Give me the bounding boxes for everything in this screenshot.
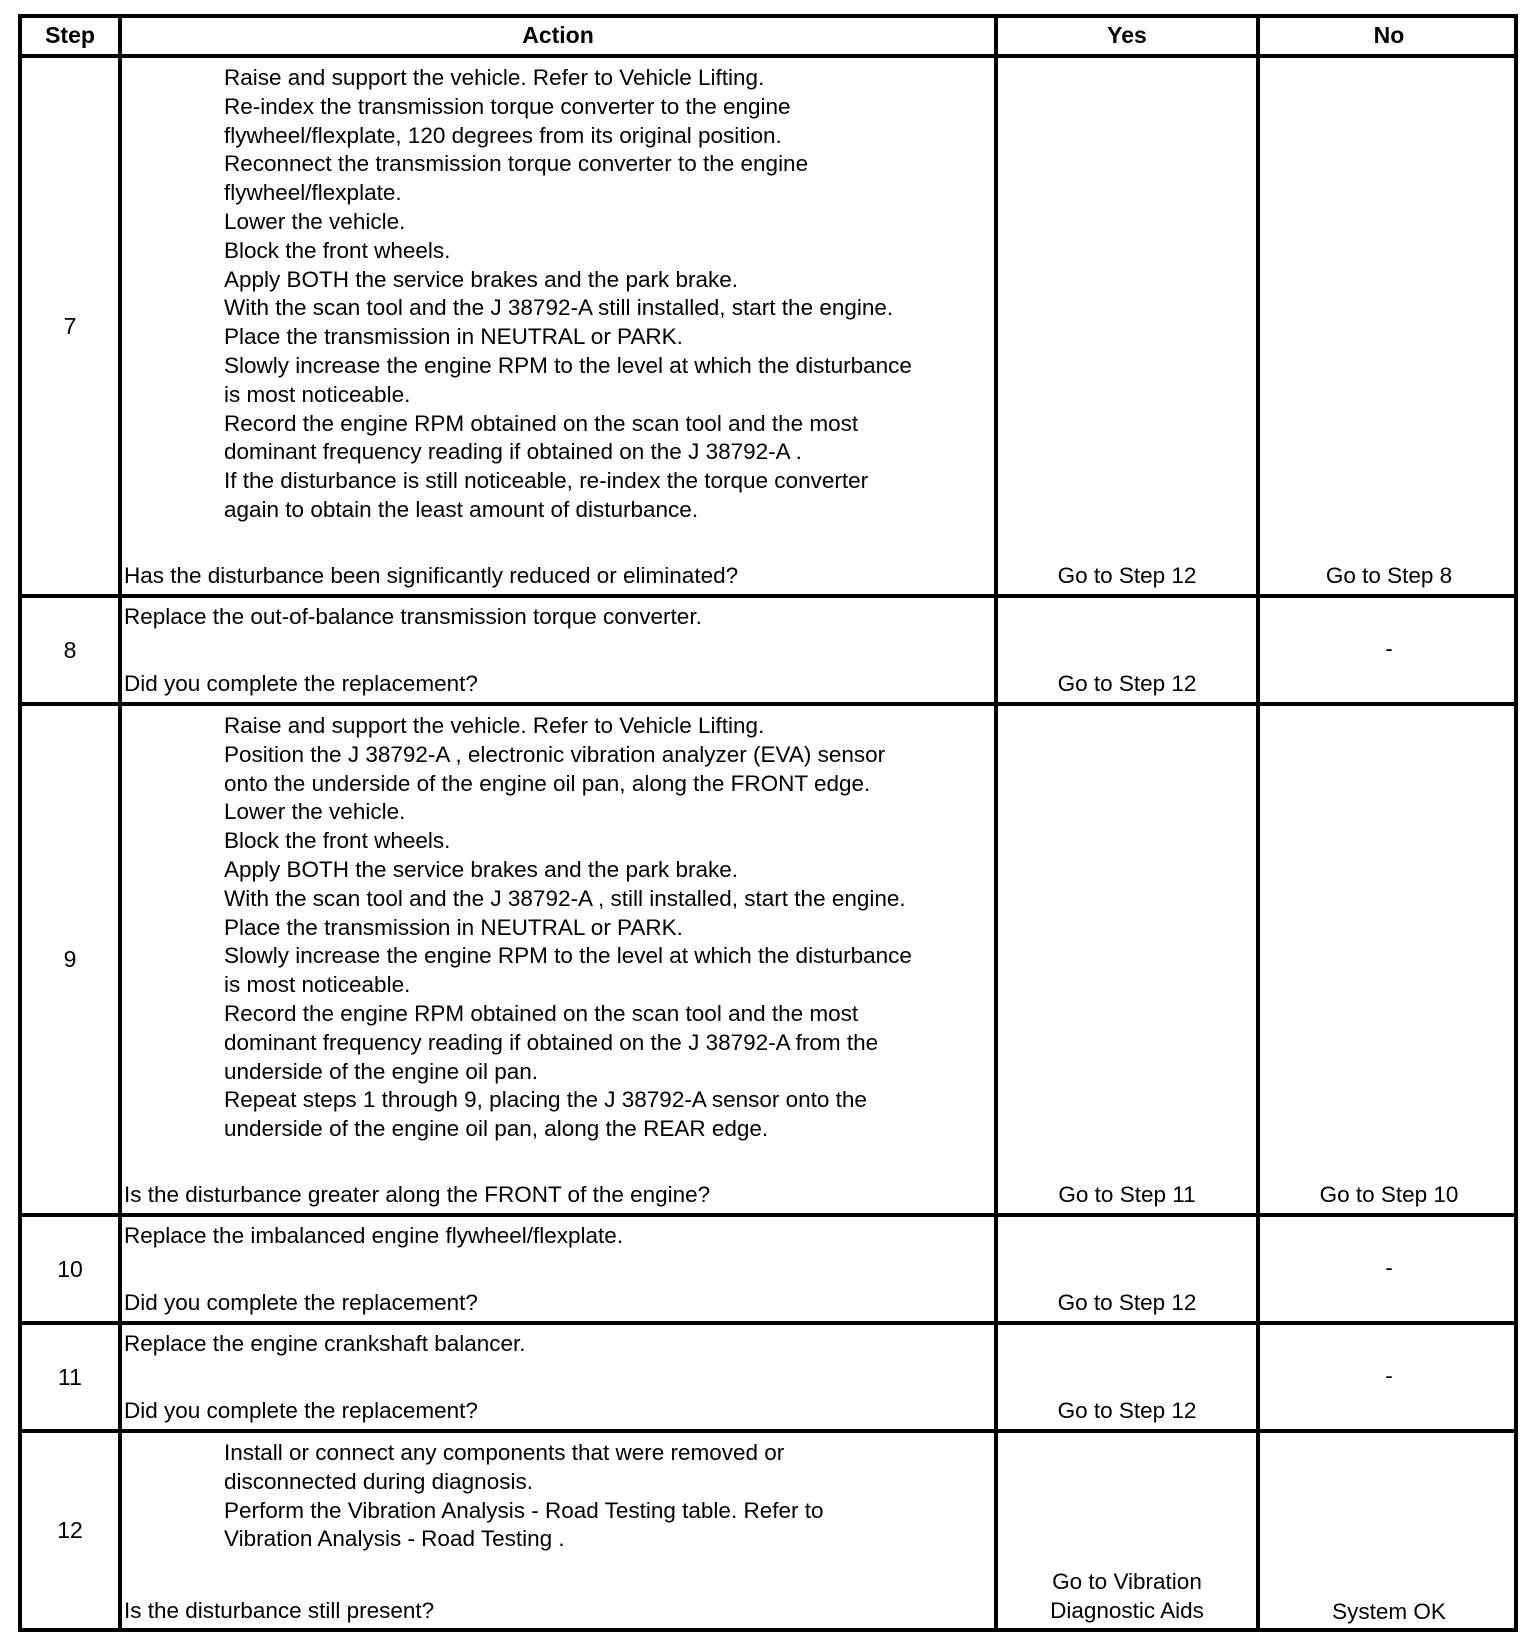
no-result: Go to Step 8 [1325, 563, 1453, 588]
action-line: dominant frequency reading if obtained on the J 38792-A . [224, 439, 802, 465]
question: Is the disturbance still present? [124, 1598, 435, 1623]
action-line: With the scan tool and the J 38792-A still installed, start the engine. [224, 295, 894, 321]
action-line: Raise and support the vehicle. Refer to Vehicle Lifting. [224, 713, 765, 738]
step-number: 11 [58, 1363, 82, 1390]
action-line: Place the transmission in NEUTRAL or PARK. [224, 914, 683, 940]
yes-result: Go to Step 12 [1057, 563, 1197, 588]
header-step: Step [45, 21, 95, 48]
step-number: 8 [63, 636, 77, 663]
header-yes: Yes [1107, 21, 1147, 48]
header-action: Action [522, 21, 594, 48]
action-line: Apply BOTH the service brakes and the park brake. [224, 856, 738, 882]
action-list [224, 712, 994, 1144]
step-number: 10 [57, 1255, 83, 1282]
row-divider [18, 702, 1518, 706]
table-border-right [1514, 14, 1518, 1632]
column-divider [118, 14, 122, 1632]
action-line: flywheel/flexplate, 120 degrees from its original position. [224, 122, 782, 148]
row-divider [18, 1321, 1518, 1325]
yes-result: Go to Step 12 [1057, 671, 1197, 696]
action-line: is most noticeable. [224, 972, 411, 998]
action-line: Position the J 38792-A , electronic vibration analyzer (EVA) sensor [224, 741, 886, 767]
action-line: again to obtain the least amount of disturbance. [224, 496, 699, 522]
action-line: Vibration Analysis - Road Testing . [224, 1526, 565, 1552]
yes-result: Go to Step 12 [1057, 1398, 1197, 1423]
no-result: System OK [1332, 1599, 1446, 1624]
column-divider [994, 14, 998, 1632]
action-line: Replace the engine crankshaft balancer. [124, 1331, 526, 1356]
table-border-bottom [18, 1628, 1518, 1632]
action-line: underside of the engine oil pan, along the REAR edge. [224, 1116, 769, 1142]
action-line: Replace the imbalanced engine flywheel/flexplate. [124, 1223, 624, 1248]
question: Did you complete the replacement? [124, 1290, 478, 1315]
no-result: - [1385, 636, 1393, 661]
action-line: With the scan tool and the J 38792-A , still installed, start the engine. [224, 885, 906, 911]
action-line: Record the engine RPM obtained on the scan tool and the most [224, 1000, 859, 1026]
row-divider [18, 1429, 1518, 1433]
action-line: Place the transmission in NEUTRAL or PARK. [224, 324, 683, 350]
action-line: Lower the vehicle. [224, 208, 406, 234]
action-line: Perform the Vibration Analysis - Road Testing table. Refer to [224, 1497, 824, 1523]
yes-result: Go to Step 11 [1058, 1182, 1196, 1207]
column-divider [1256, 14, 1260, 1632]
action-line: disconnected during diagnosis. [224, 1468, 533, 1494]
no-result: - [1385, 1363, 1393, 1388]
no-result: - [1385, 1255, 1393, 1280]
question: Is the disturbance greater along the FRONT of the engine? [124, 1182, 711, 1207]
action-line: flywheel/flexplate. [224, 180, 402, 206]
action-line: Lower the vehicle. [224, 799, 406, 825]
question: Has the disturbance been significantly reduced or eliminated? [124, 563, 739, 588]
no-result: Go to Step 10 [1319, 1182, 1459, 1207]
yes-result-line: Go to Vibration [1052, 1569, 1202, 1594]
action-line: Replace the out-of-balance transmission torque converter. [124, 604, 702, 629]
step-number: 9 [63, 946, 77, 972]
action-line: onto the underside of the engine oil pan, along the FRONT edge. [224, 770, 871, 796]
action-line: Block the front wheels. [224, 828, 451, 854]
action-line: is most noticeable. [224, 381, 411, 407]
action-line: Slowly increase the engine RPM to the level at which the disturbance [224, 943, 912, 969]
action-line: Re-index the transmission torque converter to the engine [224, 93, 791, 119]
action-line: underside of the engine oil pan. [224, 1058, 538, 1084]
action-line: Record the engine RPM obtained on the scan tool and the most [224, 410, 859, 436]
action-line: Repeat steps 1 through 9, placing the J 38792-A sensor onto the [224, 1087, 867, 1113]
yes-result-line: Diagnostic Aids [1050, 1598, 1204, 1623]
action-list [224, 1439, 994, 1554]
header-no: No [1373, 21, 1405, 48]
action-list [224, 64, 994, 525]
row-divider [18, 1213, 1518, 1217]
row-divider [18, 594, 1518, 598]
action-line: Slowly increase the engine RPM to the level at which the disturbance [224, 352, 912, 378]
yes-result: Go to Step 12 [1057, 1290, 1197, 1315]
step-number: 7 [63, 312, 77, 339]
action-line: Raise and support the vehicle. Refer to Vehicle Lifting. [224, 65, 765, 90]
question: Did you complete the replacement? [124, 1398, 478, 1423]
action-line: Block the front wheels. [224, 237, 451, 263]
action-line: Install or connect any components that were removed or [224, 1440, 785, 1465]
step-number: 12 [57, 1517, 83, 1543]
action-line: If the disturbance is still noticeable, re-index the torque converter [224, 468, 869, 494]
action-line: dominant frequency reading if obtained on the J 38792-A from the [224, 1029, 879, 1055]
action-line: Apply BOTH the service brakes and the park brake. [224, 266, 738, 292]
question: Did you complete the replacement? [124, 671, 478, 696]
action-line: Reconnect the transmission torque converter to the engine [224, 151, 809, 177]
